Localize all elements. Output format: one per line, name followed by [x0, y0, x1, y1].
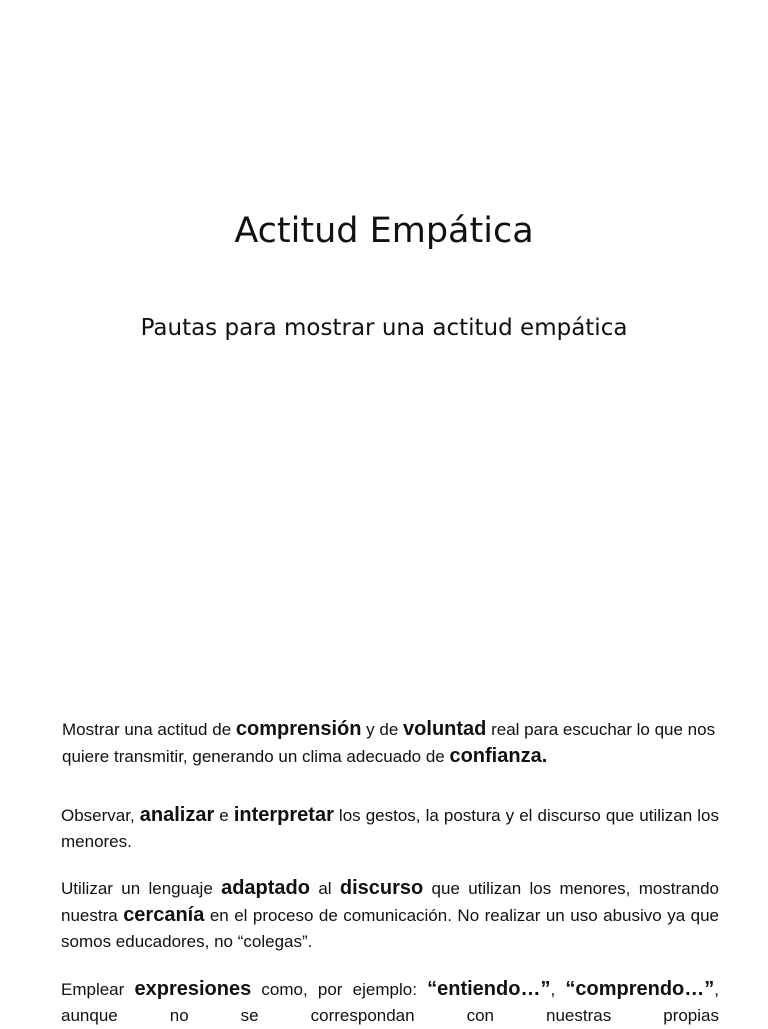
paragraph-expresiones [61, 976, 719, 1029]
paragraph-text: Mostrar una actitud de [62, 720, 236, 739]
emphasis-term: comprensión [235, 718, 362, 740]
paragraph-text: al [310, 879, 340, 898]
slide-subtitle: Pautas para mostrar una actitud empática [140, 315, 628, 341]
paragraph-comprension [62, 716, 722, 770]
emphasis-term: confianza. [449, 745, 548, 767]
emphasis-term: discurso [339, 877, 424, 899]
paragraph-text: en el proceso de comunicación. No realizar un uso abusivo ya que somos educadores, no “colegas”. [61, 906, 719, 951]
emphasis-term: analizar [139, 804, 215, 826]
paragraph-text: como, por ejemplo: [251, 980, 428, 999]
paragraph-text: Emplear [61, 980, 135, 999]
paragraph-text: e [214, 806, 234, 825]
emphasis-term: “comprendo…” [565, 978, 715, 1000]
paragraph-text: Observar, [61, 806, 140, 825]
slide-title: Actitud Empática [234, 211, 534, 251]
emphasis-term: interpretar [233, 804, 334, 826]
emphasis-term: “entiendo…” [427, 978, 551, 1000]
paragraph-text: y de [361, 720, 404, 739]
paragraph-text: los gestos, la postura y el discurso que utilizan los menores. [61, 806, 719, 851]
emphasis-term: adaptado [221, 877, 310, 899]
paragraph-text: Utilizar un lenguaje [61, 879, 222, 898]
paragraph-text: que utilizan los menores, mostrando nuestra [61, 879, 720, 925]
emphasis-term: cercanía [123, 904, 205, 926]
paragraph-text: real para escuchar lo que nos quiere transmitir, generando un clima adecuado de [62, 720, 716, 766]
emphasis-term: expresiones [134, 978, 252, 1000]
paragraph-observar [61, 802, 719, 855]
paragraph-text: , [550, 980, 566, 999]
paragraph-lenguaje [61, 875, 719, 955]
emphasis-term: voluntad [403, 718, 487, 740]
paragraph-text: , aunque no se correspondan con nuestras propias [61, 980, 720, 1025]
